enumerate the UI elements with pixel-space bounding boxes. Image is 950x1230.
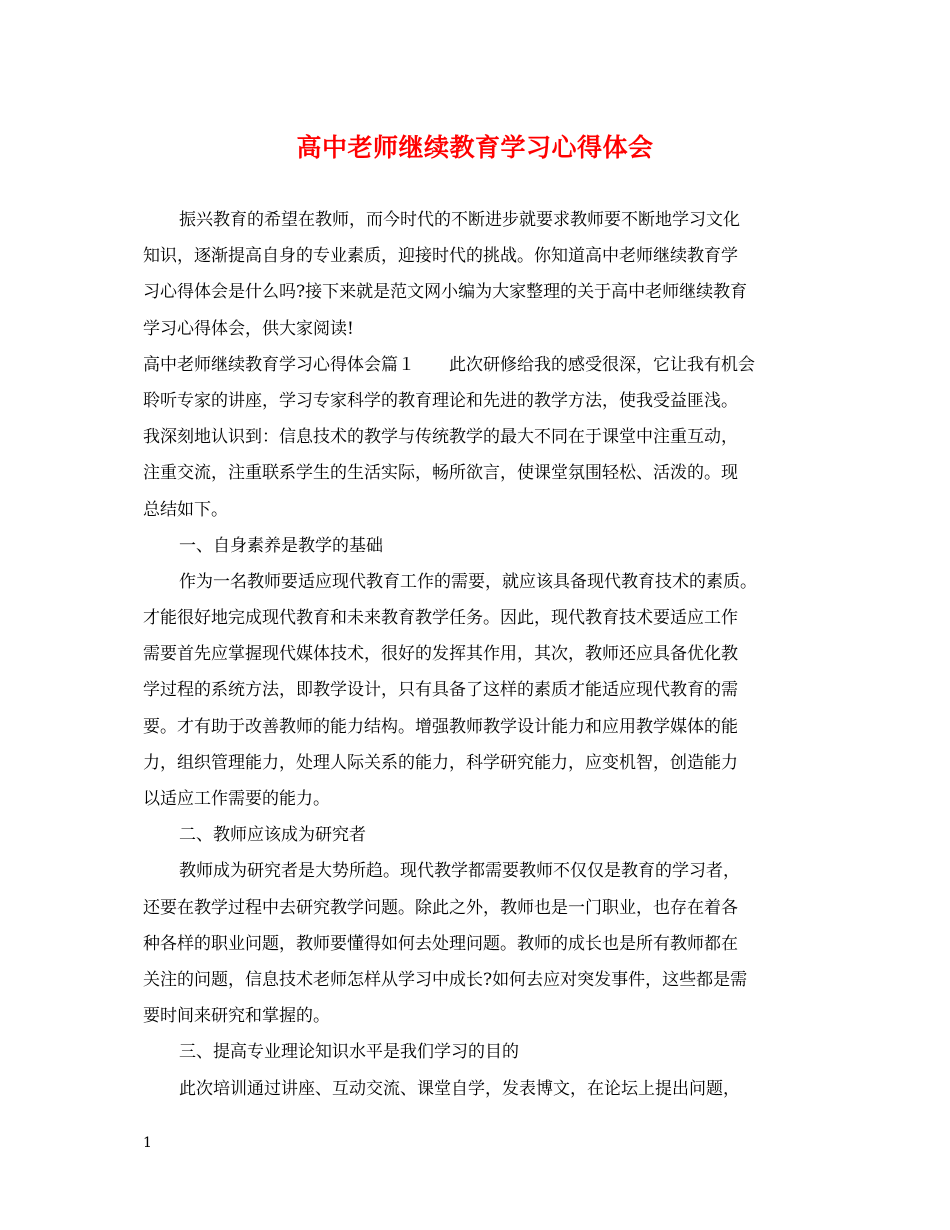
paragraph-line: 作为一名教师要适应现代教育工作的需要，就应该具备现代教育技术的素质。 — [179, 571, 757, 592]
paragraph-line: 聆听专家的讲座，学习专家科学的教育理论和先进的教学方法，使我受益匪浅。 — [143, 390, 738, 411]
paragraph-line: 振兴教育的希望在教师，而今时代的不断进步就要求教师要不断地学习文化 — [179, 210, 740, 230]
section-heading: 三、提高专业理论知识水平是我们学习的目的 — [179, 1042, 519, 1063]
paragraph-line: 要时间来研究和掌握的。 — [143, 1006, 330, 1027]
page-title: 高中老师继续教育学习心得体会 — [296, 133, 654, 162]
paragraph-line: 此次培训通过讲座、互动交流、课堂自学，发表博文，在论坛上提出问题， — [179, 1078, 740, 1099]
paragraph-line: 力，组织管理能力，处理人际关系的能力，科学研究能力，应变机智，创造能力 — [143, 752, 738, 773]
paragraph-line: 种各样的职业问题，教师要懂得如何去处理问题。教师的成长也是所有教师都在 — [143, 933, 738, 954]
section-heading: 一、自身素养是教学的基础 — [179, 535, 383, 556]
paragraph-line: 知识，逐渐提高自身的专业素质，迎接时代的挑战。你知道高中老师继续教育学 — [143, 246, 738, 267]
paragraph-line: 要。才有助于改善教师的能力结构。增强教师教学设计能力和应用教学媒体的能 — [143, 716, 738, 737]
paragraph-line: 还要在教学过程中去研究教学问题。除此之外，教师也是一门职业，也存在着各 — [143, 897, 738, 918]
paragraph-line: 我深刻地认识到：信息技术的教学与传统教学的最大不同在于课堂中注重互动， — [143, 427, 738, 448]
paragraph-line: 总结如下。 — [143, 499, 228, 520]
page-number: 1 — [143, 1135, 152, 1151]
paragraph-line: 学习心得体会，供大家阅读! — [143, 318, 354, 339]
paragraph-line: 关注的问题，信息技术老师怎样从学习中成长?如何去应对突发事件，这些都是需 — [143, 969, 748, 990]
paragraph-line: 需要首先应掌握现代媒体技术，很好的发挥其作用，其次，教师还应具备优化教 — [143, 644, 738, 665]
paragraph-line: 教师成为研究者是大势所趋。现代教学都需要教师不仅仅是教育的学习者， — [179, 861, 740, 882]
document-body — [143, 202, 808, 1107]
paragraph-line: 习心得体会是什么吗?接下来就是范文网小编为大家整理的关于高中老师继续教育 — [143, 282, 748, 303]
paragraph-line: 高中老师继续教育学习心得体会篇１ 此次研修给我的感受很深，它让我有机会 — [143, 354, 755, 375]
paragraph-line: 学过程的系统方法，即教学设计，只有具备了这样的素质才能适应现代教育的需 — [143, 680, 738, 701]
paragraph-line: 注重交流，注重联系学生的生活实际，畅所欲言，使课堂氛围轻松、活泼的。现 — [143, 463, 738, 484]
paragraph-line: 才能很好地完成现代教育和未来教育教学任务。因此，现代教育技术要适应工作 — [143, 608, 738, 629]
paragraph-line: 以适应工作需要的能力。 — [143, 789, 330, 809]
section-heading: 二、教师应该成为研究者 — [179, 825, 366, 846]
